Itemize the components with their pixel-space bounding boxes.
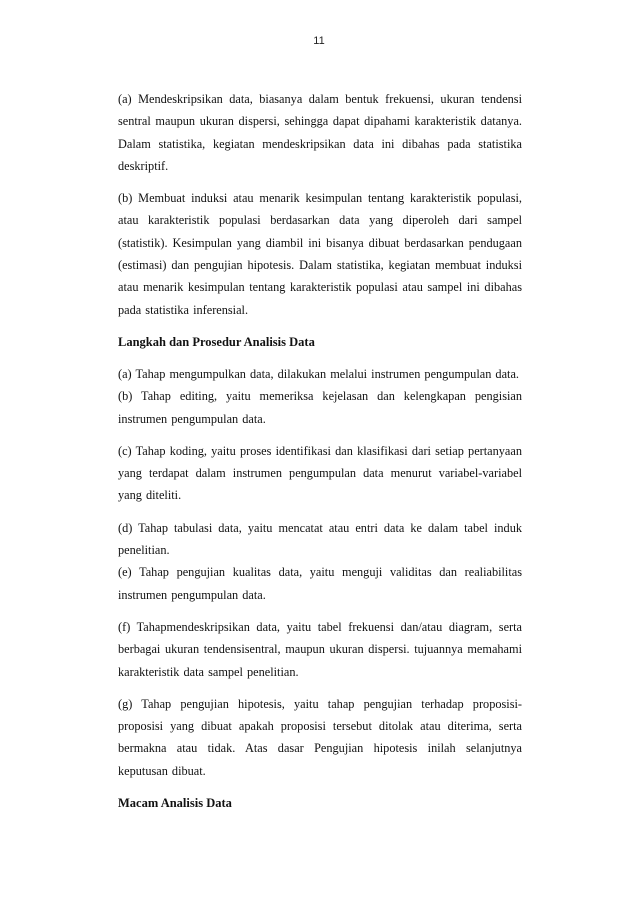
step-d: (d) Tahap tabulasi data, yaitu mencatat atau entri data ke dalam tabel induk penelitian. xyxy=(118,520,522,558)
step-g: (g) Tahap pengujian hipotesis, yaitu tahap pengujian terhadap proposisi-proposisi yang dibuat apakah proposisi tersebut ditolak atau diterima, serta bermakna atau tidak. Atas dasar Pengujian hipotesis inilah selanjutnya keputusan dibuat. xyxy=(118,696,522,778)
paragraph-a: (a) Mendeskripsikan data, biasanya dalam bentuk frekuensi, ukuran tendensi sentral maupun ukuran dispersi, sehingga dapat dipahami karakteristik datanya. Dalam statistika, kegiatan mendeskripsikan data ini dibahas pada statistika deskriptif. xyxy=(118,92,522,173)
step-e: (e) Tahap pengujian kualitas data, yaitu menguji validitas dan realiabilitas instrumen pengumpulan data. xyxy=(118,565,522,602)
paragraph-b: (b) Membuat induksi atau menarik kesimpulan tentang karakteristik populasi, atau karakteristik populasi berdasarkan data yang diperoleh dari sampel (statistik). Kesimpulan yang diambil ini bisanya dibuat berdasarkan pendugaan (estimasi) dan pengujian hipotesis. Dalam statistika, kegiatan membuat induksi atau menarik kesimpulan tentang karakteristik populasi atau sampel ini dibahas pada statistika inferensial. xyxy=(118,191,522,317)
heading-types: Macam Analisis Data xyxy=(118,796,232,811)
step-b: (b) Tahap editing, yaitu memeriksa kejelasan dan kelengkapan pengisian instrumen pengumpulan data. xyxy=(118,389,522,426)
document-body xyxy=(118,88,522,824)
page-number: 11 xyxy=(313,35,325,47)
step-a: (a) Tahap mengumpulkan data, dilakukan melalui instrumen pengumpulan data. xyxy=(118,366,519,381)
step-c: (c) Tahap koding, yaitu proses identifikasi dan klasifikasi dari setiap pertanyaan yang terdapat dalam instrumen pengumpulan data menurut variabel-variabel yang diteliti. xyxy=(118,443,522,503)
heading-steps: Langkah dan Prosedur Analisis Data xyxy=(118,334,315,349)
step-f: (f) Tahapmendeskripsikan data, yaitu tabel frekuensi dan/atau diagram, serta berbagai ukuran tendensisentral, maupun ukuran dispersi. tujuannya memahami karakteristik data sampel penelitian. xyxy=(118,619,522,679)
